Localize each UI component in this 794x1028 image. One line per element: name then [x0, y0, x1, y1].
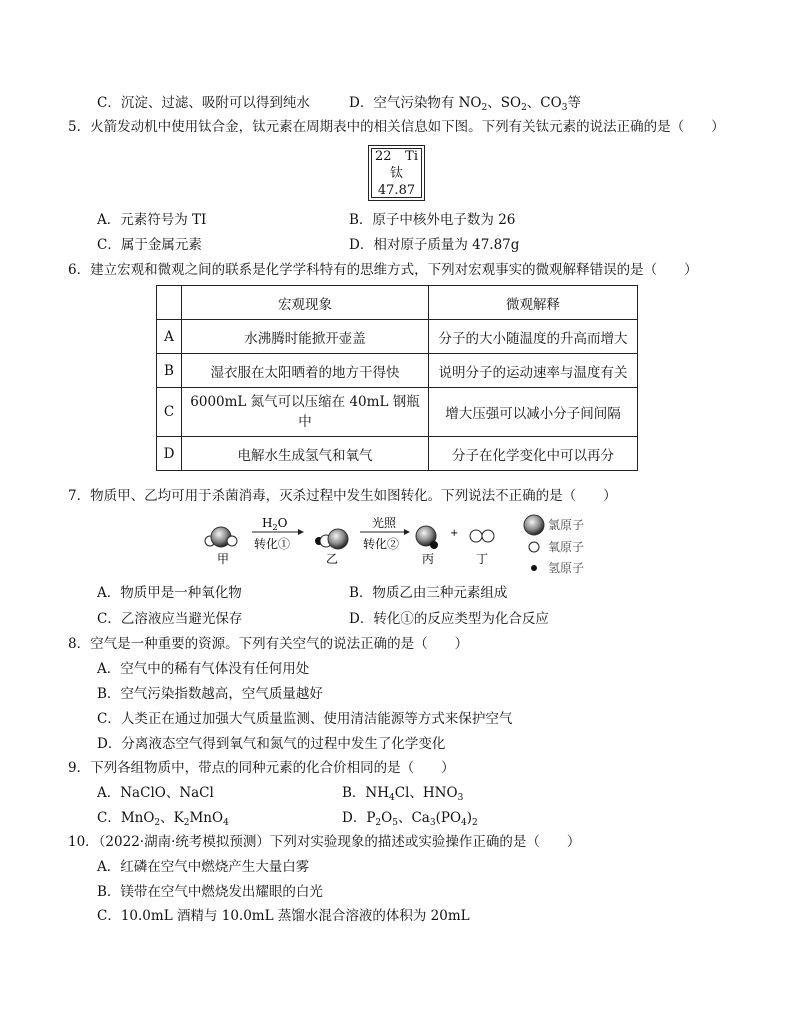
element-name: 钛: [389, 166, 403, 181]
atomic-mass: 47.87: [377, 183, 416, 198]
molecule-ding: [470, 530, 494, 542]
q6-table: [156, 285, 638, 471]
q10-option-a: A．红磷在空气中燃烧产生大量白雾: [97, 859, 310, 875]
label-jia: 甲: [217, 552, 230, 566]
q7-option-d: D．转化①的反应类型为化合反应: [349, 611, 549, 627]
molecule-yi: [315, 529, 348, 549]
q10-option-b: B．镁带在空气中燃烧发出耀眼的白光: [97, 884, 323, 900]
step2-label: 转化②: [363, 537, 400, 551]
q9-option-a: A．NaClO、NaCl: [97, 785, 214, 801]
q5-option-c: C．属于金属元素: [97, 237, 202, 253]
q9-option-b: B．$NH_4Cl$、$HNO_3$: [342, 785, 464, 803]
molecule-bing: [416, 526, 438, 549]
element-symbol: Ti: [405, 149, 418, 164]
q4-option-c: C．沉淀、过滤、吸附可以得到纯水: [97, 95, 310, 111]
q6-stem: 6．建立宏观和微观之间的联系是化学学科特有的思维方式，下列对宏观事实的微观解释错误的是（ ）: [68, 262, 698, 278]
legend-cl: 氯原子: [548, 518, 585, 532]
header-macro: 宏观现象: [182, 286, 429, 320]
q5-option-a: A．元素符号为 TI: [97, 212, 207, 228]
q5-stem: 5．火箭发动机中使用钛合金，钛元素在周期表中的相关信息如下图。下列有关钛元素的说法正确的是（ ）: [68, 119, 725, 135]
step1-label: 转化①: [254, 537, 291, 551]
table-row: C 6000mL 氮气可以压缩在 40mL 钢瓶 中 增大压强可以减小分子间间隔: [157, 388, 638, 437]
header-micro: 微观解释: [429, 286, 638, 320]
legend: [524, 515, 584, 575]
molecule-jia: [205, 527, 237, 547]
legend-h: 氢原子: [548, 561, 585, 575]
table-row: B 湿衣服在太阳晒着的地方干得快 说明分子的运动速率与温度有关: [157, 354, 638, 388]
label-ding: 丁: [476, 552, 489, 566]
q7-option-c: C．乙溶液应当避光保存: [97, 611, 243, 627]
q10-option-c: C．10.0mL 酒精与 10.0mL 蒸馏水混合溶液的体积为 20mL: [97, 908, 470, 924]
legend-o: 氧原子: [548, 540, 585, 554]
q5-option-b: B．原子中核外电子数为 26: [349, 212, 516, 228]
label-bing: 丙: [422, 552, 435, 566]
q9-option-d: D．$P_2O_5$、$Ca_3(PO_4)_2$: [342, 810, 478, 828]
q8-stem: 8．空气是一种重要的资源。下列有关空气的说法正确的是（ ）: [68, 636, 469, 652]
legend-h-icon: [531, 565, 537, 571]
light-label: 光照: [372, 516, 397, 530]
table-header-row: [157, 286, 638, 320]
q5-option-d: D．相对原子质量为 47.87g: [349, 237, 520, 253]
legend-cl-icon: [524, 515, 544, 535]
label-yi: 乙: [326, 552, 339, 566]
q7-stem: 7．物质甲、乙均可用于杀菌消毒，灭杀过程中发生如图转化。下列说法不正确的是（ ）: [68, 488, 617, 504]
h2o-label: $H_2O$: [262, 516, 288, 532]
q8-option-b: B．空气污染指数越高，空气质量越好: [97, 686, 323, 702]
q7-option-a: A．物质甲是一种氧化物: [97, 585, 242, 601]
q8-option-d: D．分离液态空气得到氧气和氮气的过程中发生了化学变化: [97, 736, 446, 752]
q4-option-d: D．空气污染物有 $NO_2$、$SO_2$、$CO_3$等: [349, 95, 581, 113]
table-row: A 水沸腾时能掀开壶盖 分子的大小随温度的升高而增大: [157, 320, 638, 354]
legend-o-icon: [529, 542, 539, 552]
q9-option-c: C．MnO$_2$、$K_2MnO_4$: [97, 810, 229, 828]
atomic-number: 22: [375, 149, 392, 164]
q8-option-a: A．空气中的稀有气体没有任何用处: [97, 661, 310, 677]
plus-sign: +: [450, 528, 459, 539]
q7-option-b: B．物质乙由三种元素组成: [349, 585, 508, 601]
q8-option-c: C．人类正在通过加强大气质量监测、使用清洁能源等方式来保护空气: [97, 711, 513, 727]
table-row: D 电解水生成氢气和氧气 分子在化学变化中可以再分: [157, 437, 638, 471]
q9-stem: 9．下列各组物质中，带点的同种元素的化合价相同的是（ ）: [68, 760, 455, 776]
q10-stem: 10．（2022·湖南·统考模拟预测）下列对实验现象的描述或实验操作正确的是（ ）: [68, 834, 581, 850]
q7-reaction-diagram: [190, 510, 610, 580]
periodic-table-cell: [368, 145, 425, 201]
